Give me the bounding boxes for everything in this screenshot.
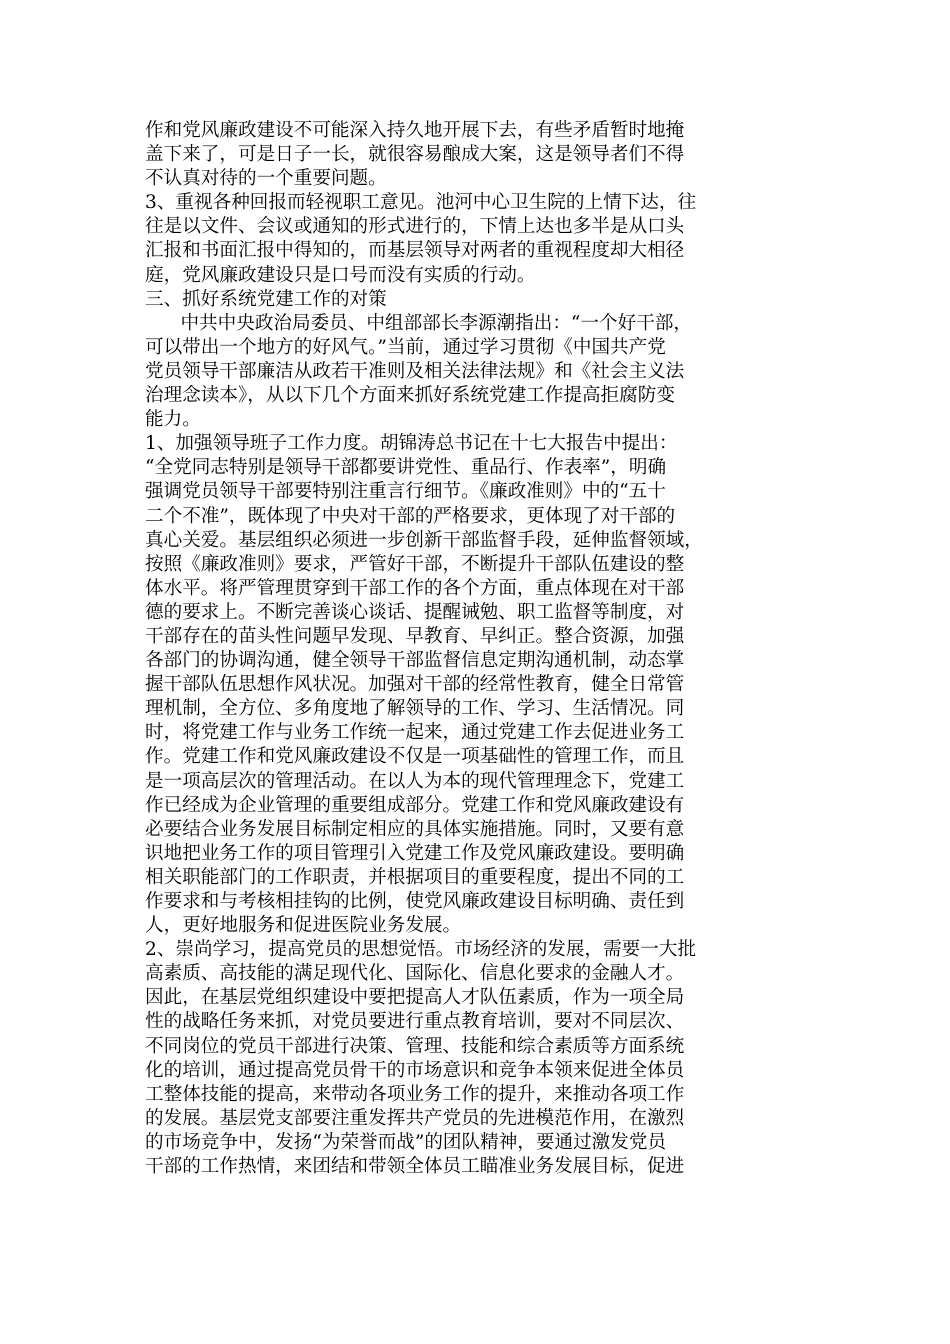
text-line: 作和党风廉政建设不可能深入持久地开展下去，有些矛盾暂时地掩 bbox=[145, 120, 685, 141]
text-line: 真心关爱。基层组织必须进一步创新干部监督手段，延伸监督领域， bbox=[145, 529, 703, 551]
text-line: 高素质、高技能的满足现代化、国际化、信息化要求的金融人才。 bbox=[145, 963, 685, 985]
text-line: 庭，党风廉政建设只是口号而没有实质的行动。 bbox=[145, 264, 536, 286]
text-line: 3、重视各种回报而轻视职工意见。池河中心卫生院的上情下达，往 bbox=[145, 192, 697, 214]
text-line: 必要结合业务发展目标制定相应的具体实施措施。同时，又要有意 bbox=[145, 818, 685, 840]
text-line: 作已经成为企业管理的重要组成部分。党建工作和党风廉政建设有 bbox=[145, 794, 685, 816]
text-line: 识地把业务工作的项目管理引入党建工作及党风廉政建设。要明确 bbox=[145, 842, 685, 864]
text-line: 理机制，全方位、多角度地了解领导的工作、学习、生活情况。同 bbox=[145, 698, 685, 720]
text-line: 1、加强领导班子工作力度。胡锦涛总书记在十七大报告中提出： bbox=[145, 433, 678, 455]
text-line: 治理念读本》，从以下几个方面来抓好系统党建工作提高拒腐防变 bbox=[145, 385, 675, 407]
text-line: 不同岗位的党员干部进行决策、管理、技能和综合素质等方面系统 bbox=[145, 1035, 685, 1057]
text-line: 德的要求上。不断完善谈心谈话、提醒诫勉、职工监督等制度，对 bbox=[145, 601, 685, 623]
text-line: 相关职能部门的工作职责，并根据项目的重要程度，提出不同的工 bbox=[145, 866, 685, 888]
text-line: 干部存在的苗头性问题早发现、早教育、早纠正。整合资源，加强 bbox=[145, 625, 685, 647]
text-line: 盖下来了，可是日子一长，就很容易酿成大案，这是领导者们不得 bbox=[145, 144, 685, 166]
text-line: 化的培训，通过提高党员骨干的市场意识和竞争本领来促进全体员 bbox=[145, 1059, 685, 1081]
document-body bbox=[145, 119, 805, 1179]
text-line: 性的战略任务来抓，对党员要进行重点教育培训，要对不同层次、 bbox=[145, 1011, 685, 1033]
text-line: 体水平。将严管理贯穿到干部工作的各个方面，重点体现在对干部 bbox=[145, 577, 685, 599]
text-line: 工整体技能的提高，来带动各项业务工作的提升，来推动各项工作 bbox=[145, 1083, 685, 1105]
text-line: 人，更好地服务和促进医院业务发展。 bbox=[145, 915, 462, 937]
text-line: 按照《廉政准则》要求，严管好干部，不断提升干部队伍建设的整 bbox=[145, 553, 685, 575]
text-line: 的市场竞争中，发扬“为荣誉而战”的团队精神，要通过激发党员 bbox=[145, 1131, 667, 1153]
text-line: 中共中央政治局委员、中组部部长李源潮指出：“一个好干部， bbox=[145, 312, 693, 334]
text-line: 的发展。基层党支部要注重发挥共产党员的先进模范作用，在激烈 bbox=[145, 1107, 685, 1129]
text-line: 能力。 bbox=[145, 409, 201, 431]
text-line: 不认真对待的一个重要问题。 bbox=[145, 168, 387, 190]
text-line: 握干部队伍思想作风状况。加强对干部的经常性教育，健全日常管 bbox=[145, 674, 685, 696]
text-line: 作。党建工作和党风廉政建设不仅是一项基础性的管理工作，而且 bbox=[145, 746, 685, 768]
text-line: 时，将党建工作与业务工作统一起来，通过党建工作去促进业务工 bbox=[145, 722, 685, 744]
text-line: 是一项高层次的管理活动。在以人为本的现代管理理念下，党建工 bbox=[145, 770, 685, 792]
text-line: 各部门的协调沟通，健全领导干部监督信息定期沟通机制，动态掌 bbox=[145, 650, 685, 672]
text-line: 强调党员领导干部要特别注重言行细节。《廉政准则》中的“五十 bbox=[145, 481, 666, 503]
text-line: 干部的工作热情，来团结和带领全体员工瞄准业务发展目标，促进 bbox=[145, 1156, 685, 1178]
text-line: 2、崇尚学习，提高党员的思想觉悟。市场经济的发展，需要一大批 bbox=[145, 939, 697, 961]
text-line: 作要求和与考核相挂钩的比例，使党风廉政建设目标明确、责任到 bbox=[145, 891, 685, 912]
text-line: 党员领导干部廉洁从政若干准则及相关法律法规》和《社会主义法 bbox=[145, 360, 685, 382]
text-line: “全党同志特别是领导干部都要讲党性、重品行、作表率”，明确 bbox=[145, 457, 667, 479]
text-line: 往是以文件、会议或通知的形式进行的，下情上达也多半是从口头 bbox=[145, 216, 685, 238]
text-line: 三、抓好系统党建工作的对策 bbox=[145, 288, 387, 310]
text-line: 因此，在基层党组织建设中要把提高人才队伍素质，作为一项全局 bbox=[145, 987, 685, 1009]
text-line: 可以带出一个地方的好风气。”当前，通过学习贯彻《中国共产党 bbox=[145, 336, 666, 358]
text-line: 二个不准”，既体现了中央对干部的严格要求，更体现了对干部的 bbox=[145, 505, 676, 527]
text-line: 汇报和书面汇报中得知的，而基层领导对两者的重视程度却大相径 bbox=[145, 240, 685, 262]
